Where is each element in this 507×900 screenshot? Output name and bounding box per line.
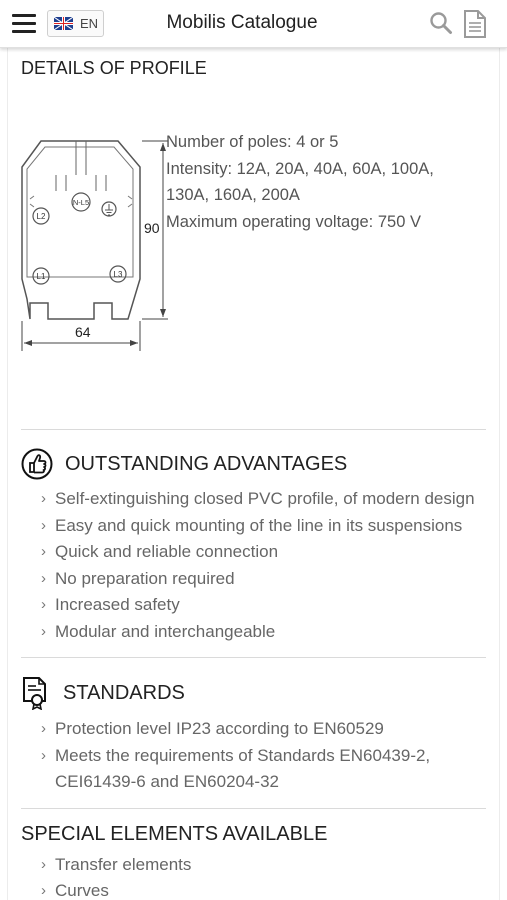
spec-intensity: Intensity: 12A, 20A, 40A, 60A, 100A, [166, 159, 434, 178]
app-title: Mobilis Catalogue [166, 12, 318, 33]
chevron-right-icon: › [41, 622, 46, 640]
height-dimension-label: 90 [144, 220, 160, 236]
list-item: › Protection level IP23 according to EN60529 [41, 716, 499, 743]
document-icon[interactable] [463, 10, 487, 38]
profile-heading: DETAILS OF PROFILE [21, 58, 207, 78]
language-selector[interactable] [47, 10, 104, 37]
list-item: › Increased safety [41, 592, 499, 619]
menu-icon[interactable] [12, 14, 36, 34]
spec-intensity-continued: 130A, 160A, 200A [166, 186, 300, 204]
divider [21, 657, 486, 658]
search-icon[interactable] [429, 11, 453, 35]
product-details[interactable] [7, 48, 500, 900]
spec-voltage: Maximum operating voltage: 750 V [166, 212, 421, 231]
list-item: › Easy and quick mounting of the line in its suspensions [41, 513, 499, 540]
certificate-icon [21, 676, 51, 710]
profile-section [8, 89, 499, 359]
language-code: EN [80, 16, 99, 31]
profile-specs [166, 129, 486, 235]
app-header [0, 0, 507, 48]
chevron-right-icon: › [41, 490, 46, 507]
chevron-right-icon: › [41, 720, 46, 737]
standards-heading: STANDARDS [63, 681, 185, 704]
advantages-header [8, 448, 499, 480]
standards-list [8, 716, 499, 796]
terminal-label-n: N-L5 [72, 198, 90, 207]
list-item: › No preparation required [41, 566, 499, 593]
advantages-list [8, 486, 499, 645]
list-item: › Quick and reliable connection [41, 539, 499, 566]
chevron-right-icon: › [41, 746, 46, 764]
chevron-right-icon: › [41, 569, 46, 587]
list-item: › Self-extinguishing closed PVC profile, of modern design [41, 486, 499, 513]
uk-flag-icon [54, 17, 73, 30]
chevron-right-icon: › [41, 596, 46, 613]
divider [21, 429, 486, 430]
terminal-label-l1: L1 [36, 272, 46, 281]
chevron-right-icon: › [41, 516, 46, 534]
special-elements-heading: SPECIAL ELEMENTS AVAILABLE [21, 822, 328, 845]
list-item: › Transfer elements [41, 852, 499, 879]
special-elements-list [8, 852, 499, 900]
width-dimension-label: 64 [75, 324, 91, 340]
profile-drawing [8, 89, 178, 359]
terminal-label-l3: L3 [113, 270, 123, 279]
divider [21, 808, 486, 809]
chevron-right-icon: › [41, 855, 46, 873]
chevron-right-icon: › [41, 543, 46, 560]
spec-poles: Number of poles: 4 or 5 [166, 133, 339, 151]
chevron-right-icon: › [41, 882, 46, 899]
standards-header [8, 676, 499, 710]
list-item: › Modular and interchangeable [41, 619, 499, 646]
list-item: › Curves [41, 878, 499, 900]
thumbs-up-icon [21, 448, 53, 480]
terminal-label-l2: L2 [36, 212, 46, 221]
list-item: › Meets the requirements of Standards EN60439-2, CEI61439-6 and EN60204-32 [41, 743, 499, 796]
advantages-heading: OUTSTANDING ADVANTAGES [65, 452, 348, 475]
